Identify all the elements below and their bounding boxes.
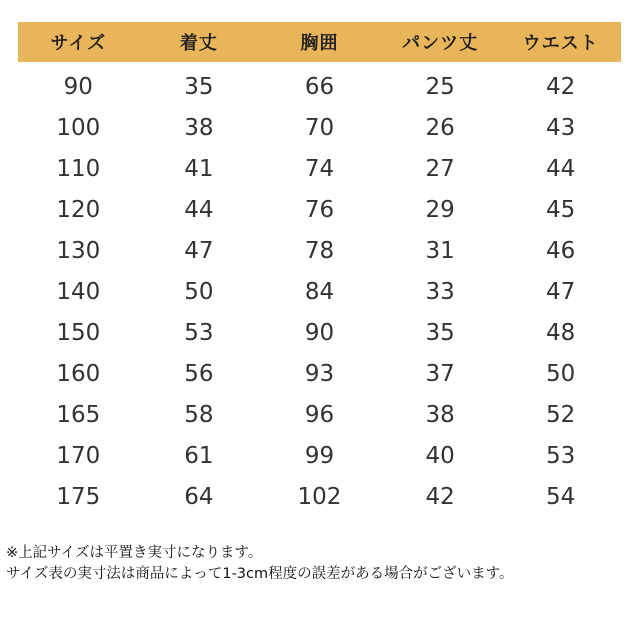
header-waist: ウエスト (522, 33, 599, 54)
cell-size: 170 (56, 442, 101, 469)
cell-chest: 90 (304, 319, 335, 346)
table-row (18, 312, 621, 353)
table-row (18, 353, 621, 394)
cell-pants-length: 38 (425, 401, 455, 428)
cell-length: 56 (184, 360, 214, 387)
cell-pants-length: 37 (425, 360, 455, 387)
cell-length: 50 (184, 278, 214, 305)
cell-size: 165 (56, 401, 101, 428)
cell-length: 47 (184, 237, 214, 264)
cell-size: 120 (56, 196, 101, 223)
note-line-1: ※上記サイズは平置き実寸になります。 (6, 545, 263, 561)
cell-pants-length: 29 (425, 196, 455, 223)
cell-waist: 54 (546, 483, 576, 510)
cell-waist: 44 (546, 155, 576, 182)
cell-waist: 50 (546, 360, 576, 387)
header-chest: 胸囲 (300, 33, 339, 54)
cell-pants-length: 40 (425, 442, 455, 469)
cell-chest: 84 (304, 278, 335, 305)
table-row (18, 148, 621, 189)
header-pants-length: パンツ丈 (402, 33, 479, 54)
table-row (18, 271, 621, 312)
cell-length: 53 (184, 319, 214, 346)
cell-size: 90 (63, 73, 93, 100)
cell-size: 130 (56, 237, 101, 264)
table-row (18, 66, 621, 107)
cell-chest: 70 (304, 114, 335, 141)
cell-length: 35 (184, 73, 214, 100)
table-row (18, 107, 621, 148)
cell-chest: 93 (304, 360, 335, 387)
cell-size: 100 (56, 114, 101, 141)
table-row (18, 189, 621, 230)
cell-size: 160 (56, 360, 101, 387)
cell-length: 64 (184, 483, 214, 510)
cell-length: 61 (184, 442, 214, 469)
cell-size: 150 (56, 319, 101, 346)
cell-waist: 47 (546, 278, 576, 305)
cell-length: 44 (184, 196, 214, 223)
cell-size: 175 (56, 483, 101, 510)
size-chart-table (18, 22, 621, 517)
table-body (18, 62, 621, 517)
cell-length: 38 (184, 114, 214, 141)
table-row (18, 435, 621, 476)
cell-pants-length: 25 (425, 73, 455, 100)
cell-size: 140 (56, 278, 101, 305)
cell-waist: 45 (546, 196, 576, 223)
size-notes (6, 543, 513, 585)
cell-chest: 102 (297, 483, 342, 510)
note-line-2: サイズ表の実寸法は商品によって1-3cm程度の誤差がある場合がございます。 (6, 566, 514, 582)
cell-waist: 53 (546, 442, 576, 469)
cell-waist: 46 (546, 237, 576, 264)
cell-pants-length: 35 (425, 319, 455, 346)
cell-pants-length: 42 (425, 483, 455, 510)
cell-chest: 66 (304, 73, 335, 100)
table-header-row (18, 22, 621, 62)
header-size: サイズ (50, 33, 107, 54)
header-length: 着丈 (179, 33, 218, 54)
table-row (18, 394, 621, 435)
cell-waist: 48 (546, 319, 576, 346)
cell-pants-length: 26 (425, 114, 455, 141)
cell-waist: 43 (546, 114, 576, 141)
cell-size: 110 (56, 155, 101, 182)
cell-waist: 42 (546, 73, 576, 100)
cell-length: 41 (184, 155, 214, 182)
cell-pants-length: 27 (425, 155, 455, 182)
cell-chest: 99 (304, 442, 335, 469)
cell-chest: 78 (304, 237, 335, 264)
cell-chest: 96 (304, 401, 335, 428)
cell-length: 58 (184, 401, 214, 428)
cell-pants-length: 33 (425, 278, 455, 305)
table-row (18, 476, 621, 517)
cell-chest: 74 (304, 155, 335, 182)
cell-waist: 52 (546, 401, 576, 428)
cell-chest: 76 (304, 196, 335, 223)
table-row (18, 230, 621, 271)
cell-pants-length: 31 (425, 237, 455, 264)
